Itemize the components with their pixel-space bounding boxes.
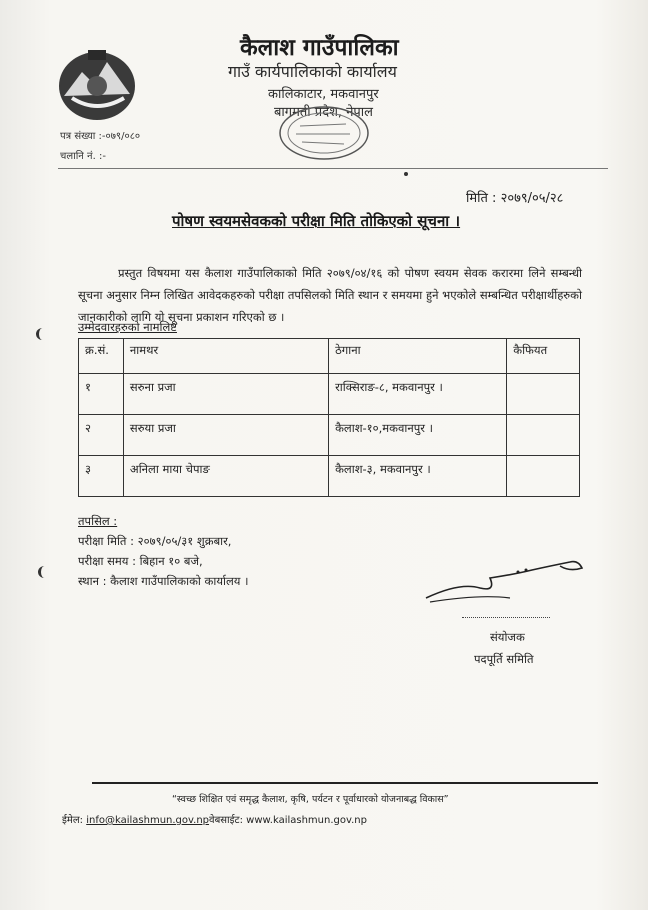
cell-address: राक्सिराङ-८, मकवानपुर । [329,374,507,415]
signature-line [462,617,550,618]
email-label: ईमेल: [62,815,87,826]
signatory-title: संयोजक [490,630,525,644]
cell-remarks [507,415,580,456]
notice-body: प्रस्तुत विषयमा यस कैलाश गाउँपालिकाको मिति २०७९/०४/१६ को पोषण स्वयम सेवक करारमा लिने सम्बन्धी सूचना अनुसार निम्न लिखित आवेदकहरुको परीक्षा तपसिलको मिति स्थान र समयमा हुने भएकोले सम्बन्धित परीक्षार्थीहरुको जानकारीको लागि यो सूचना प्रकाशन गरिएको छ । [78,266,582,324]
exam-date: परीक्षा मिति : २०७९/०५/३१ शुक्रबार, [78,534,232,548]
punch-hole-mark [38,566,51,578]
signature-mark [420,552,590,610]
dispatch-number: चलानि नं. :- [60,151,106,162]
cell-name: सरुया प्रजा [123,415,328,456]
org-name: कैलाश गाउँपालिका [240,35,399,61]
letter-date: मिति : २०७९/०५/२८ [466,191,564,206]
signatory-committee: पदपूर्ति समिति [474,652,534,666]
cell-serial: २ [79,415,124,456]
table-row [79,456,580,497]
website-link[interactable]: www.kailashmun.gov.np [246,815,367,826]
nepal-emblem-logo [52,44,142,124]
cell-remarks [507,374,580,415]
cell-name: सरुना प्रजा [123,374,328,415]
office-name: गाउँ कार्यपालिकाको कार्यालय [228,62,397,81]
website-label: वेबसाईट: [209,815,247,826]
cell-serial: १ [79,374,124,415]
punch-hole-mark [36,328,49,340]
header-serial: क्र.सं. [79,339,124,374]
table-header-row [79,339,580,374]
address-line-1: कालिकाटार, मकवानपुर [268,87,379,102]
header-name: नामथर [123,339,328,374]
candidate-list-title: उम्मेदवारहरुको नामलिष्ट [78,320,177,334]
address-line-2: बागमती प्रदेश, नेपाल [274,105,373,120]
footer-contact [62,812,367,826]
header-divider [58,168,608,169]
footer-divider [92,782,598,784]
reference-number: पत्र संख्या :-०७९/०८० [60,131,141,142]
cell-name: अनिला माया चेपाङ [123,456,328,497]
cell-address: कैलाश-१०,मकवानपुर । [329,415,507,456]
footer-slogan: “स्वच्छ शिक्षित एवं समृद्ध कैलाश, कृषि, पर्यटन र पूर्वाधारको योजनाबद्ध विकास” [172,794,449,805]
table-row [79,415,580,456]
table-row [79,374,580,415]
email-link[interactable]: info@kailashmun.gov.np [86,815,210,826]
office-stamp [276,104,372,162]
schedule-title: तपसिल : [78,514,118,528]
dot-mark [404,172,408,176]
exam-venue: स्थान : कैलाश गाउँपालिकाको कार्यालय । [78,574,249,588]
cell-remarks [507,456,580,497]
header-address: ठेगाना [329,339,507,374]
header-remarks: कैफियत [507,339,580,374]
candidate-table [78,338,580,497]
cell-serial: ३ [79,456,124,497]
cell-address: कैलाश-३, मकवानपुर । [329,456,507,497]
notice-heading: पोषण स्वयमसेवकको परीक्षा मिति तोकिएको सूचना । [172,212,461,230]
exam-time: परीक्षा समय : बिहान १० बजे, [78,554,203,568]
